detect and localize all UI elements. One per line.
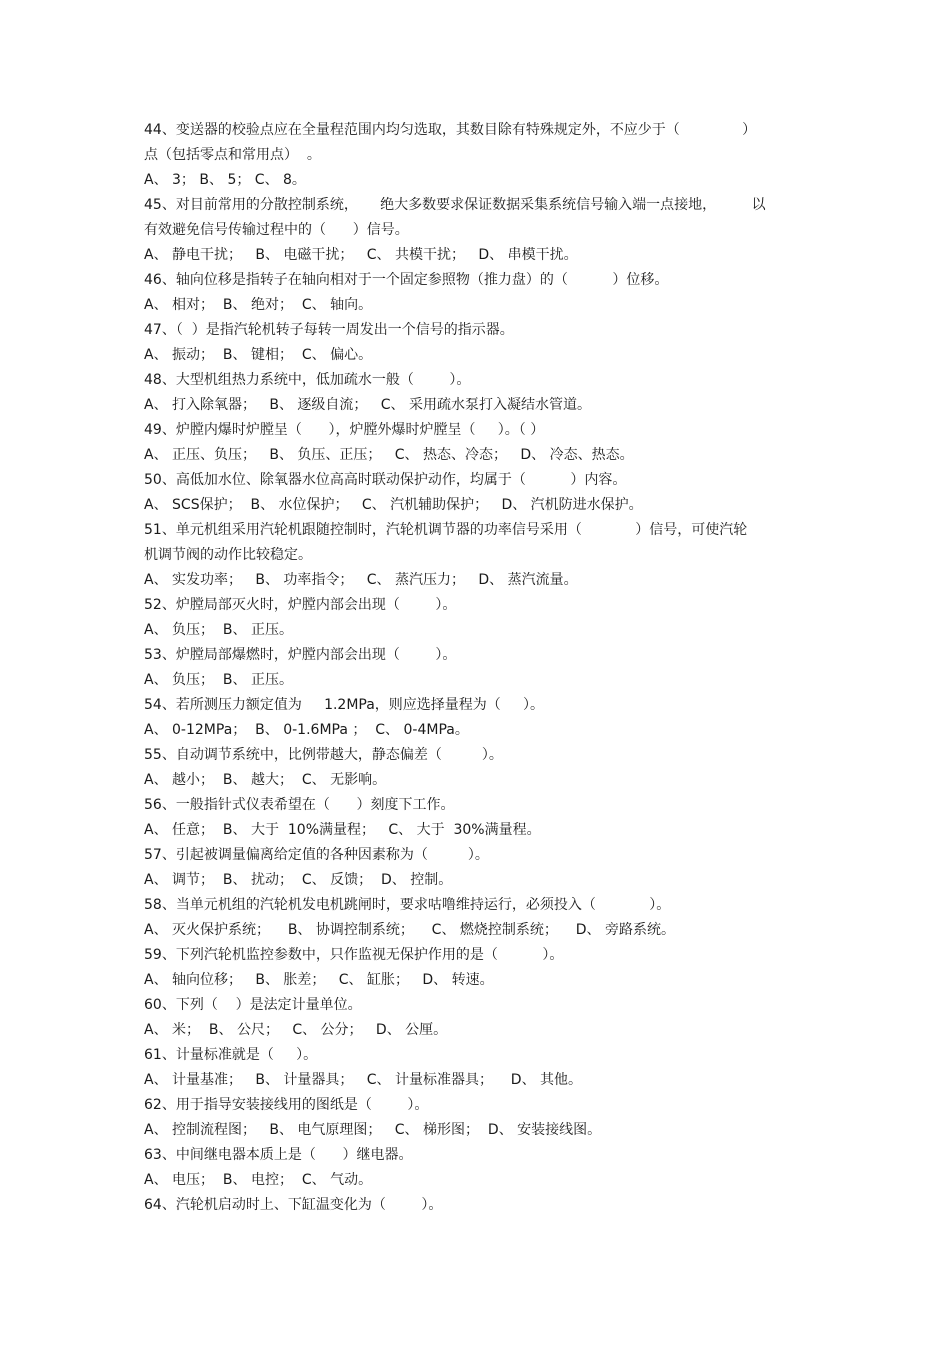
answer-options: A、 SCS保护； B、 水位保护； C、 汽机辅助保护； D、 汽机防进水保护。: [144, 497, 643, 513]
question-item: [144, 318, 814, 368]
answer-options: A、 相对； B、 绝对； C、 轴向。: [144, 297, 373, 313]
question-text: 64、汽轮机启动时上、下缸温变化为（ ）。: [144, 1197, 443, 1213]
question-item: [144, 1143, 814, 1193]
question-text: 58、当单元机组的汽轮机发电机跳闸时，要求咕噜维持运行，必须投入（ ）。: [144, 897, 671, 913]
question-item: [144, 793, 814, 843]
answer-options: A、 实发功率； B、 功率指令； C、 蒸汽压力； D、 蒸汽流量。: [144, 572, 578, 588]
answer-options: A、 负压； B、 正压。: [144, 672, 293, 688]
answer-options: A、 打入除氧器； B、 逐级自流； C、 采用疏水泵打入凝结水管道。: [144, 397, 592, 413]
question-item: [144, 643, 814, 693]
answer-options: A、 计量基准； B、 计量器具； C、 计量标准器具； D、 其他。: [144, 1072, 583, 1088]
question-text: 机调节阀的动作比较稳定。: [144, 547, 312, 563]
question-text: 49、炉膛内爆时炉膛呈（ ），炉膛外爆时炉膛呈（ ）。（ ）: [144, 422, 545, 438]
question-text: 59、下列汽轮机监控参数中，只作监视无保护作用的是（ ）。: [144, 947, 564, 963]
question-text: 52、炉膛局部灭火时，炉膛内部会出现（ ）。: [144, 597, 457, 613]
answer-options: A、 正压、负压； B、 负压、正压； C、 热态、冷态； D、 冷态、热态。: [144, 447, 634, 463]
answer-options: A、 电压； B、 电控； C、 气动。: [144, 1172, 373, 1188]
question-text: 55、自动调节系统中，比例带越大，静态偏差（ ）。: [144, 747, 503, 763]
question-item: [144, 518, 814, 593]
answer-options: A、 米； B、 公尺； C、 公分； D、 公厘。: [144, 1022, 448, 1038]
question-text: 44、变送器的校验点应在全量程范围内均匀选取，其数目除有特殊规定外，不应少于（ ）: [144, 122, 757, 138]
question-text: 51、单元机组采用汽轮机跟随控制时，汽轮机调节器的功率信号采用（ ）信号，可使汽轮: [144, 522, 748, 538]
question-list: [144, 118, 814, 1218]
question-item: [144, 193, 814, 268]
answer-options: A、 调节； B、 扰动； C、 反馈； D、 控制。: [144, 872, 453, 888]
question-text: 63、中间继电器本质上是（ ）继电器。: [144, 1147, 413, 1163]
question-item: [144, 368, 814, 418]
question-text: 60、下列（ ）是法定计量单位。: [144, 997, 362, 1013]
question-text: 有效避免信号传输过程中的（ ）信号。: [144, 222, 409, 238]
question-item: [144, 468, 814, 518]
question-item: [144, 1093, 814, 1143]
question-text: 48、大型机组热力系统中，低加疏水一般（ ）。: [144, 372, 471, 388]
question-text: 57、引起被调量偏离给定值的各种因素称为（ ）。: [144, 847, 489, 863]
answer-options: A、 振动； B、 键相； C、 偏心。: [144, 347, 373, 363]
question-text: 47、（ ）是指汽轮机转子每转一周发出一个信号的指示器。: [144, 322, 514, 338]
question-item: [144, 593, 814, 643]
question-text: 53、炉膛局部爆燃时，炉膛内部会出现（ ）。: [144, 647, 457, 663]
answer-options: A、 0-12MPa； B、 0-1.6MPa ； C、 0-4MPa。: [144, 722, 469, 738]
answer-options: A、 灭火保护系统； B、 协调控制系统； C、 燃烧控制系统； D、 旁路系统。: [144, 922, 675, 938]
question-text: 56、一般指针式仪表希望在（ ）刻度下工作。: [144, 797, 455, 813]
answer-options: A、 静电干扰； B、 电磁干扰； C、 共模干扰； D、 串模干扰。: [144, 247, 578, 263]
question-text: 61、计量标准就是（ ）。: [144, 1047, 318, 1063]
question-item: [144, 893, 814, 943]
question-item: [144, 268, 814, 318]
question-item: [144, 993, 814, 1043]
answer-options: A、 负压； B、 正压。: [144, 622, 293, 638]
question-text: 45、对目前常用的分散控制系统， 绝大多数要求保证数据采集系统信号输入端一点接地， 以: [144, 197, 766, 213]
question-item: [144, 418, 814, 468]
question-text: 点（包括零点和常用点） 。: [144, 147, 321, 163]
question-item: [144, 693, 814, 743]
answer-options: A、 任意； B、 大于 10%满量程； C、 大于 30%满量程。: [144, 822, 541, 838]
question-item: [144, 843, 814, 893]
question-item: [144, 943, 814, 993]
question-item: [144, 1193, 814, 1218]
question-text: 50、高低加水位、除氧器水位高高时联动保护动作，均属于（ ）内容。: [144, 472, 627, 488]
question-text: 54、若所测压力额定值为 1.2MPa，则应选择量程为（ ）。: [144, 697, 545, 713]
answer-options: A、 3； B、 5； C、 8。: [144, 172, 306, 188]
question-text: 46、轴向位移是指转子在轴向相对于一个固定参照物（推力盘）的（ ）位移。: [144, 272, 669, 288]
answer-options: A、 轴向位移； B、 胀差； C、 缸胀； D、 转速。: [144, 972, 494, 988]
answer-options: A、 越小； B、 越大； C、 无影响。: [144, 772, 387, 788]
question-text: 62、用于指导安装接线用的图纸是（ ）。: [144, 1097, 429, 1113]
question-item: [144, 1043, 814, 1093]
question-item: [144, 743, 814, 793]
question-item: [144, 118, 814, 193]
answer-options: A、 控制流程图； B、 电气原理图； C、 梯形图； D、 安装接线图。: [144, 1122, 602, 1138]
